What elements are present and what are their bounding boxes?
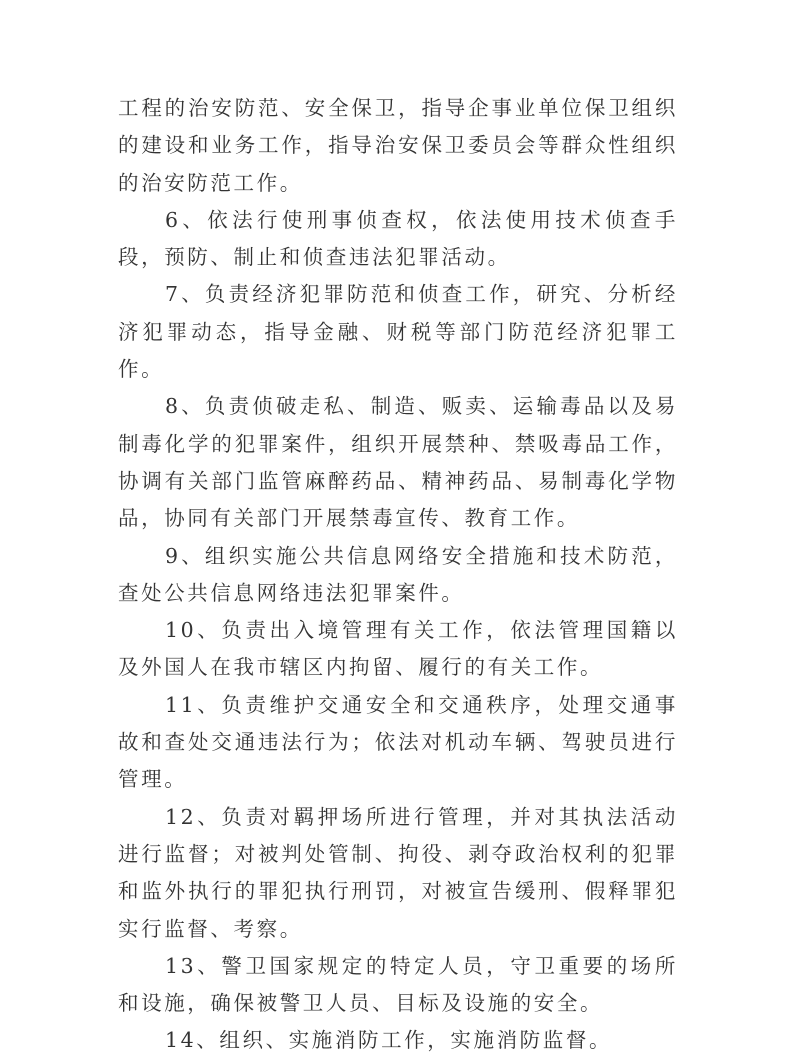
document-page (118, 90, 678, 1060)
paragraph-item-9: 9、组织实施公共信息网络安全措施和技术防范，查处公共信息网络违法犯罪案件。 (118, 543, 678, 605)
paragraph-item-10: 10、负责出入境管理有关工作，依法管理国籍以及外国人在我市辖区内拘留、履行的有关工作。 (118, 618, 678, 680)
paragraph-item-14: 14、组织、实施消防工作，实施消防监督。 (165, 1028, 613, 1053)
paragraph-item-11: 11、负责维护交通安全和交通秩序，处理交通事故和查处交通违法行为；依法对机动车辆、驾驶员进行管理。 (118, 692, 678, 792)
paragraph-continuation: 工程的治安防范、安全保卫，指导企事业单位保卫组织的建设和业务工作，指导治安保卫委员会等群众性组织的治安防范工作。 (118, 96, 678, 195)
paragraph-item-12: 12、负责对羁押场所进行管理，并对其执法活动进行监督；对被判处管制、拘役、剥夺政治权利的犯罪和监外执行的罪犯执行刑罚，对被宣告缓刑、假释罪犯实行监督、考察。 (118, 804, 678, 941)
paragraph-item-8: 8、负责侦破走私、制造、贩卖、运输毒品以及易制毒化学的犯罪案件，组织开展禁种、禁吸毒品工作，协调有关部门监管麻醉药品、精神药品、易制毒化学物品，协同有关部门开展禁毒宣传、教育工作。 (118, 394, 678, 531)
paragraph-item-6: 6、依法行使刑事侦查权，依法使用技术侦查手段，预防、制止和侦查违法犯罪活动。 (118, 207, 678, 270)
paragraph-item-13: 13、警卫国家规定的特定人员，守卫重要的场所和设施，确保被警卫人员、目标及设施的安全。 (118, 953, 678, 1016)
paragraph-item-7: 7、负责经济犯罪防范和侦查工作，研究、分析经济犯罪动态，指导金融、财税等部门防范经济犯罪工作。 (118, 282, 678, 382)
